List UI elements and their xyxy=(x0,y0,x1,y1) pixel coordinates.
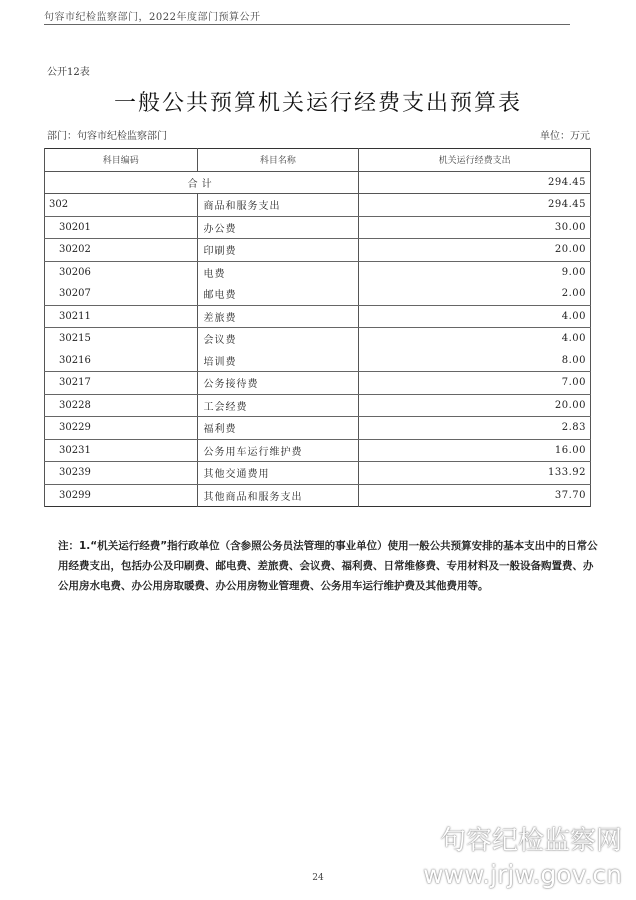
table-row xyxy=(45,305,591,328)
row-name: 工会经费 xyxy=(197,394,359,417)
table-row xyxy=(45,283,591,305)
row-code: 30228 xyxy=(45,394,198,417)
footnote: 注：1.“机关运行经费”指行政单位（含参照公务员法管理的事业单位）使用一般公共预算安排的基本支出中的日常公用经费支出，包括办公及印刷费、邮电费、差旅费、会议费、福利费、日常维修费、专用材料及一般设备购置费、办公用房水电费、办公用房取暖费、办公用房物业管理费、公务用车运行维护费及其他费用等。 xyxy=(58,540,598,592)
row-amount: 16.00 xyxy=(359,439,591,462)
row-amount: 2.83 xyxy=(359,417,591,440)
total-amount: 294.45 xyxy=(359,171,591,194)
row-amount: 294.45 xyxy=(359,194,591,217)
table-row xyxy=(45,372,591,395)
table-row xyxy=(45,462,591,485)
row-amount: 30.00 xyxy=(359,216,591,239)
row-name: 差旅费 xyxy=(197,305,359,328)
header-code: 科目编码 xyxy=(45,149,198,172)
row-code: 30299 xyxy=(45,484,198,507)
row-code: 30201 xyxy=(45,216,198,239)
table-row xyxy=(45,216,591,239)
row-name: 印刷费 xyxy=(197,239,359,262)
table-row xyxy=(45,239,591,262)
table-number: 公开12表 xyxy=(47,67,90,78)
watermark-name: 句容纪检监察网 xyxy=(439,826,622,856)
row-name: 商品和服务支出 xyxy=(197,194,359,217)
row-amount: 4.00 xyxy=(359,328,591,350)
row-amount: 20.00 xyxy=(359,239,591,262)
table-row xyxy=(45,394,591,417)
row-amount: 4.00 xyxy=(359,305,591,328)
row-amount: 7.00 xyxy=(359,372,591,395)
watermark-url: www.jrjw.gov.cn xyxy=(423,860,622,889)
row-code: 30202 xyxy=(45,239,198,262)
row-name: 办公费 xyxy=(197,216,359,239)
total-row xyxy=(45,171,591,194)
row-name: 培训费 xyxy=(197,350,359,372)
table-row xyxy=(45,194,591,217)
row-amount: 37.70 xyxy=(359,484,591,507)
table-row xyxy=(45,350,591,372)
header-rule xyxy=(44,24,570,25)
total-label: 合计 xyxy=(45,171,359,194)
row-name: 电费 xyxy=(197,261,359,283)
header-name: 科目名称 xyxy=(197,149,359,172)
table-row xyxy=(45,261,591,283)
header-amount: 机关运行经费支出 xyxy=(359,149,591,172)
budget-table xyxy=(44,148,591,507)
row-name: 福利费 xyxy=(197,417,359,440)
row-code: 30215 xyxy=(45,328,198,350)
watermark xyxy=(423,824,622,892)
table-row xyxy=(45,439,591,462)
row-code: 30211 xyxy=(45,305,198,328)
page-title: 一般公共预算机关运行经费支出预算表 xyxy=(113,91,522,116)
table-row xyxy=(45,484,591,507)
row-code: 30207 xyxy=(45,283,198,305)
table-row xyxy=(45,417,591,440)
page-number: 24 xyxy=(312,873,324,883)
row-name: 公务接待费 xyxy=(197,372,359,395)
row-amount: 2.00 xyxy=(359,283,591,305)
row-amount: 20.00 xyxy=(359,394,591,417)
row-name: 会议费 xyxy=(197,328,359,350)
row-amount: 9.00 xyxy=(359,261,591,283)
row-code: 30229 xyxy=(45,417,198,440)
unit-label: 单位：万元 xyxy=(540,131,590,142)
row-name: 公务用车运行维护费 xyxy=(197,439,359,462)
row-code: 302 xyxy=(45,194,198,217)
row-amount: 133.92 xyxy=(359,462,591,485)
row-name: 其他商品和服务支出 xyxy=(197,484,359,507)
page-header: 句容市纪检监察部门，2022年度部门预算公开 xyxy=(44,12,261,23)
table-header-row xyxy=(45,149,591,172)
row-name: 其他交通费用 xyxy=(197,462,359,485)
table-row xyxy=(45,328,591,350)
row-amount: 8.00 xyxy=(359,350,591,372)
row-code: 30239 xyxy=(45,462,198,485)
row-code: 30217 xyxy=(45,372,198,395)
row-code: 30216 xyxy=(45,350,198,372)
row-code: 30206 xyxy=(45,261,198,283)
row-code: 30231 xyxy=(45,439,198,462)
department-label: 部门：句容市纪检监察部门 xyxy=(47,131,167,142)
row-name: 邮电费 xyxy=(197,283,359,305)
